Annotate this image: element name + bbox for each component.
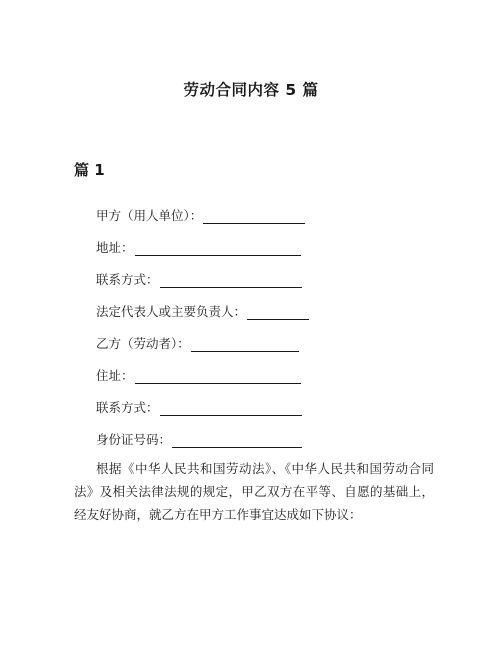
party-b-address-blank: [135, 370, 301, 384]
party-a-address-blank: [135, 242, 301, 256]
party-a-contact-field: [96, 272, 302, 288]
party-b-contact-label: 联系方式：: [96, 400, 159, 415]
party-b-contact-blank: [160, 402, 302, 416]
party-a-blank: [203, 210, 305, 224]
party-b-address-label: 住址：: [96, 368, 134, 383]
legal-representative-field: [96, 304, 309, 320]
party-b-label: 乙方（劳动者）：: [96, 336, 190, 351]
id-number-field: [96, 432, 302, 448]
party-a-contact-label: 联系方式：: [96, 272, 159, 287]
intro-paragraph: 根据《中华人民共和国劳动法》、《中华人民共和国劳动合同法》及相关法律法规的规定，甲乙双方在平等、自愿的基础上，经友好协商，就乙方在甲方工作事宜达成如下协议：: [74, 461, 434, 522]
party-b-blank: [191, 338, 299, 352]
party-b-field: [96, 336, 299, 352]
party-a-address-field: [96, 240, 301, 256]
document-title: 劳动合同内容 5 篇: [183, 81, 319, 99]
party-a-contact-blank: [160, 274, 302, 288]
section-heading: 篇 1: [74, 161, 105, 179]
party-a-label: 甲方（用人单位）：: [96, 208, 203, 223]
legal-representative-label: 法定代表人或主要负责人：: [96, 304, 247, 319]
legal-representative-blank: [247, 306, 309, 320]
id-number-blank: [172, 434, 302, 448]
party-b-address-field: [96, 368, 301, 384]
party-b-contact-field: [96, 400, 302, 416]
party-a-address-label: 地址：: [96, 240, 134, 255]
id-number-label: 身份证号码：: [96, 432, 172, 447]
party-a-field: [96, 208, 305, 224]
